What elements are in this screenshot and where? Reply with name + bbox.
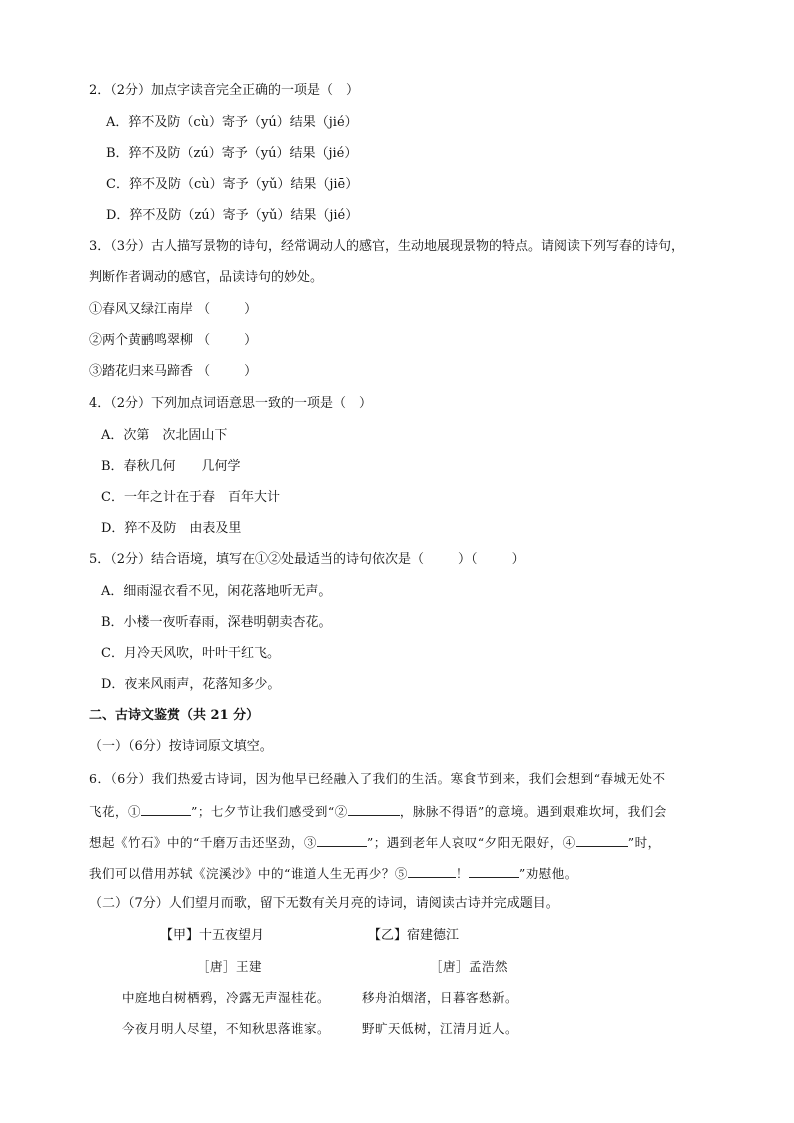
q5-option-d: D．夜来风雨声，花落知多少。 xyxy=(101,677,281,692)
blank-1 xyxy=(141,801,191,816)
q2-option-c: C．猝不及防（cù）寄予（yǔ）结果（jiē） xyxy=(106,177,359,192)
q6-line3: 想起《竹石》中的“千磨万击还坚劲，③ ”；遇到老年人哀叹“夕阳无限好，④ ”时， xyxy=(89,832,661,852)
q6-line1: 6．（6分）我们热爱古诗词，因为他早已经融入了我们的生活。寒食节到来，我们会想到“春城无处不 xyxy=(89,771,666,786)
q5-stem: 5．（2分）结合语境，填写在①②处最适当的诗句依次是（ ）（ ） xyxy=(89,552,525,567)
q3-item-3: ③踏花归来马蹄香 （ ） xyxy=(89,364,258,379)
poem-jia-line2: 今夜月明人尽望，不知秋思落谁家。 xyxy=(122,1021,331,1036)
poem-yi-line2: 野旷天低树，江清月近人。 xyxy=(362,1021,519,1036)
section-heading: 二、古诗文鉴赏（共 21 分） xyxy=(89,708,260,723)
q4-option-d: D．猝不及防 由表及里 xyxy=(101,521,242,536)
poem-yi-title: 【乙】宿建德江 xyxy=(368,928,460,943)
poem-yi-line1: 移舟泊烟渚，日暮客愁新。 xyxy=(362,990,519,1005)
q3-item-2: ②两个黄鹂鸣翠柳 （ ） xyxy=(89,333,258,348)
blank-3 xyxy=(317,832,367,847)
q2-option-a: A．猝不及防（cù）寄予（yú）结果（jié） xyxy=(106,115,358,130)
q5-option-a: A．细雨湿衣看不见，闲花落地听无声。 xyxy=(101,584,332,599)
q6-line4: 我们可以借用苏轼《浣溪沙》中的“谁道人生无再少？⑤ ！ ”劝慰他。 xyxy=(89,863,578,883)
blank-4 xyxy=(576,832,628,847)
part2-heading: （二）（7分）人们望月而歌，留下无数有关月亮的诗词，请阅读古诗并完成题目。 xyxy=(89,896,559,911)
q5-option-b: B．小楼一夜听春雨，深巷明朝卖杏花。 xyxy=(101,615,332,630)
poem-jia-author: ［唐］王建 xyxy=(197,959,263,974)
q4-stem: 4．（2分）下列加点词语意思一致的一项是（ ） xyxy=(89,396,373,411)
q2-stem: 2．（2分）加点字读音完全正确的一项是（ ） xyxy=(89,83,360,98)
blank-5 xyxy=(408,863,456,878)
q4-option-b: B．春秋几何 几何学 xyxy=(101,459,241,474)
q4-option-c: C．一年之计在于春 百年大计 xyxy=(101,490,280,505)
blank-2 xyxy=(348,801,400,816)
q6-line2: 飞花，① ”；七夕节让我们感受到“② ，脉脉不得语”的意境。遇到艰难坎坷，我们会 xyxy=(89,801,667,821)
poem-jia-line1: 中庭地白树栖鸦，冷露无声湿桂花。 xyxy=(122,990,331,1005)
q4-option-a: A．次第 次北固山下 xyxy=(101,428,228,443)
q3-stem-line1: 3．（3分）古人描写景物的诗句，经常调动人的感官，生动地展现景物的特点。请阅读下列写春的诗句， xyxy=(89,239,685,254)
q3-item-1: ①春风又绿江南岸 （ ） xyxy=(89,302,258,317)
q3-stem-line2: 判断作者调动的感官，品读诗句的妙处。 xyxy=(89,270,324,285)
poem-jia-title: 【甲】十五夜望月 xyxy=(160,928,265,943)
q2-option-d: D．猝不及防（zú）寄予（yǔ）结果（jié） xyxy=(106,208,359,223)
part1-heading: （一）（6分）按诗词原文填空。 xyxy=(89,739,273,754)
q5-option-c: C．月冷天风吹，叶叶干红飞。 xyxy=(101,646,280,661)
q2-option-b: B．猝不及防（zú）寄予（yú）结果（jié） xyxy=(106,146,358,161)
blank-6 xyxy=(469,863,519,878)
poem-yi-author: ［唐］孟浩然 xyxy=(430,959,509,974)
